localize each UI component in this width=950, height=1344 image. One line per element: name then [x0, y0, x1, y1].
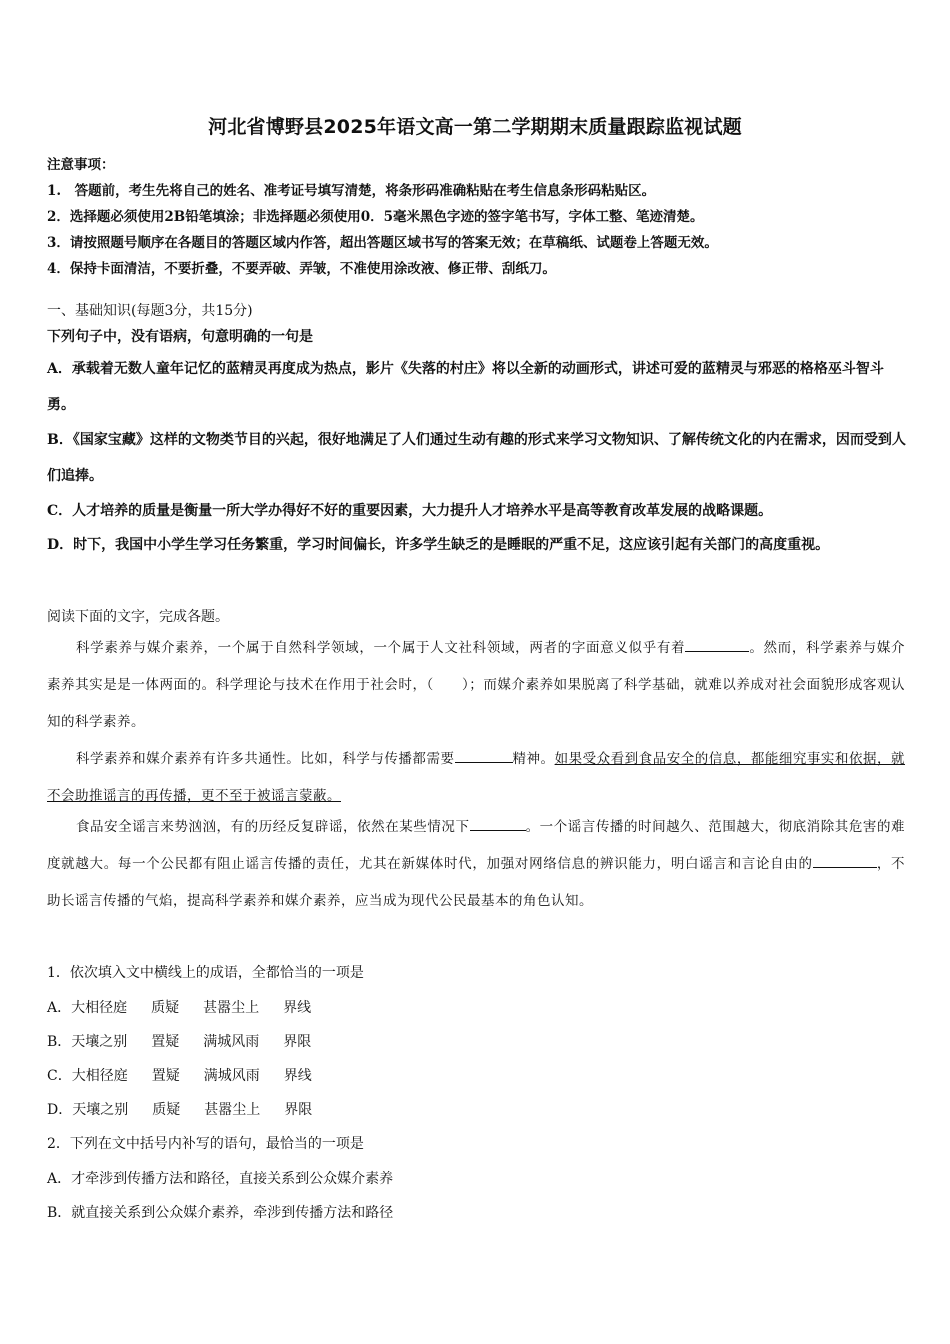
option-label: D．	[47, 1102, 73, 1118]
section-heading: 一、基础知识(每题3分，共15分)	[47, 303, 253, 319]
option-a: A．承载着无数人童年记忆的蓝精灵再度成为热点，影片《失落的村庄》将以全新的动画形式，讲述可爱的蓝精灵与邪恶的格格巫斗智斗勇。	[47, 361, 884, 413]
option-word: 质疑	[151, 1000, 180, 1016]
reading-paragraph-2	[47, 741, 905, 815]
reading-paragraph-3	[47, 809, 905, 920]
option-label: A．	[47, 1000, 72, 1016]
option-c: C．人才培养的质量是衡量一所大学办得好不好的重要因素，大力提升人才培养水平是高等教育改革发展的战略课题。	[47, 503, 773, 519]
fill-blank-4	[813, 853, 877, 868]
option-b: B．《国家宝藏》这样的文物类节目的兴起，很好地满足了人们通过生动有趣的形式来学习文物知识、了解传统文化的内在需求，因而受到人们追捧。	[47, 432, 906, 484]
q2-option-a: A．才牵涉到传播方法和路径，直接关系到公众媒介素养	[47, 1171, 394, 1187]
underlined-sentence: 如果受众看到食品安全的信息，都能细究事实和依据，就不会助推谣言的再传播，更不至于被谣言蒙蔽。	[47, 751, 906, 804]
option-word: 界线	[283, 1068, 312, 1084]
p2-text-b: 精神。	[512, 751, 555, 767]
question-stem: 下列句子中，没有语病，句意明确的一句是	[47, 329, 313, 345]
page-title: 河北省博野县2025年语文高一第二学期期末质量跟踪监视试题	[208, 116, 742, 138]
option-label: B．	[47, 1034, 72, 1050]
notice-block	[47, 152, 907, 282]
option-word: 质疑	[152, 1102, 181, 1118]
option-word: 甚嚣尘上	[204, 1102, 261, 1118]
p3-text-b: 。一个谣言传播的时间越久、范围越大，彻底消除其危害的难度就越大。每一个公民都有阻止谣言传播的责任，尤其在新媒体时代，加强对网络信息的辨识能力，明白谣言和言论自由的	[47, 819, 906, 872]
option-word: 满城风雨	[203, 1034, 260, 1050]
option-word: 大相径庭	[71, 1068, 128, 1084]
q2-stem: 2．下列在文中括号内补写的语句，最恰当的一项是	[47, 1136, 364, 1152]
notice-item: 3．请按照题号顺序在各题目的答题区域内作答，超出答题区域书写的答案无效；在草稿纸、试题卷上答题无效。	[47, 235, 718, 251]
q1-option-c	[47, 1065, 336, 1085]
option-word: 天壤之别	[71, 1034, 128, 1050]
option-word: 界线	[283, 1000, 312, 1016]
reading-paragraph-1	[47, 630, 905, 741]
option-word: 界限	[284, 1102, 313, 1118]
option-word: 满城风雨	[203, 1068, 260, 1084]
notice-heading: 注意事项：	[47, 157, 115, 173]
option-label: C．	[47, 1068, 72, 1084]
notice-item: 2．选择题必须使用2B铅笔填涂；非选择题必须使用0．5毫米黑色字迹的签字笔书写，字体工整、笔迹清楚。	[47, 209, 704, 225]
q1-option-d	[47, 1099, 336, 1119]
fill-blank-2	[455, 748, 513, 763]
option-word: 天壤之别	[72, 1102, 129, 1118]
notice-item: 4．保持卡面清洁，不要折叠，不要弄破、弄皱，不准使用涂改液、修正带、刮纸刀。	[47, 261, 556, 277]
p3-text-a: 食品安全谣言来势汹汹，有的历经反复辟谣，依然在某些情况下	[76, 819, 470, 835]
option-d: D．时下，我国中小学生学习任务繁重，学习时间偏长，许多学生缺乏的是睡眠的严重不足，这应该引起有关部门的高度重视。	[47, 537, 830, 553]
q1-option-a	[47, 997, 335, 1017]
option-word: 置疑	[151, 1034, 180, 1050]
p3-text-c: ，不助长谣言传播的气焰，提高科学素养和媒介素养，应当成为现代公民最基本的角色认知。	[47, 856, 905, 909]
fill-blank-3	[470, 816, 526, 831]
option-word: 界限	[283, 1034, 312, 1050]
option-word: 大相径庭	[71, 1000, 128, 1016]
p2-text-a: 科学素养和媒介素养有许多共通性。比如，科学与传播都需要	[76, 751, 455, 767]
fill-blank-1	[685, 637, 749, 652]
option-word: 置疑	[151, 1068, 180, 1084]
reading-intro: 阅读下面的文字，完成各题。	[47, 609, 229, 625]
q1-option-b	[47, 1031, 335, 1051]
q1-stem: 1．依次填入文中横线上的成语，全都恰当的一项是	[47, 965, 364, 981]
q2-option-b: B．就直接关系到公众媒介素养，牵涉到传播方法和路径	[47, 1205, 394, 1221]
option-word: 甚嚣尘上	[203, 1000, 260, 1016]
notice-item: 1. 答题前，考生先将自己的姓名、准考证号填写清楚，将条形码准确粘贴在考生信息条形码粘贴区。	[47, 183, 656, 199]
p1-text-a: 科学素养与媒介素养，一个属于自然科学领域，一个属于人文社科领域，两者的字面意义似乎有着	[76, 640, 686, 656]
p1-text-b: 。然而，科学素养与媒介素养其实是是一体两面的。科学理论与技术在作用于社会时，（ ）；而媒介素养如果脱离了科学基础，就难以养成对社会面貌形成客观认知的科学素养。	[47, 640, 906, 730]
